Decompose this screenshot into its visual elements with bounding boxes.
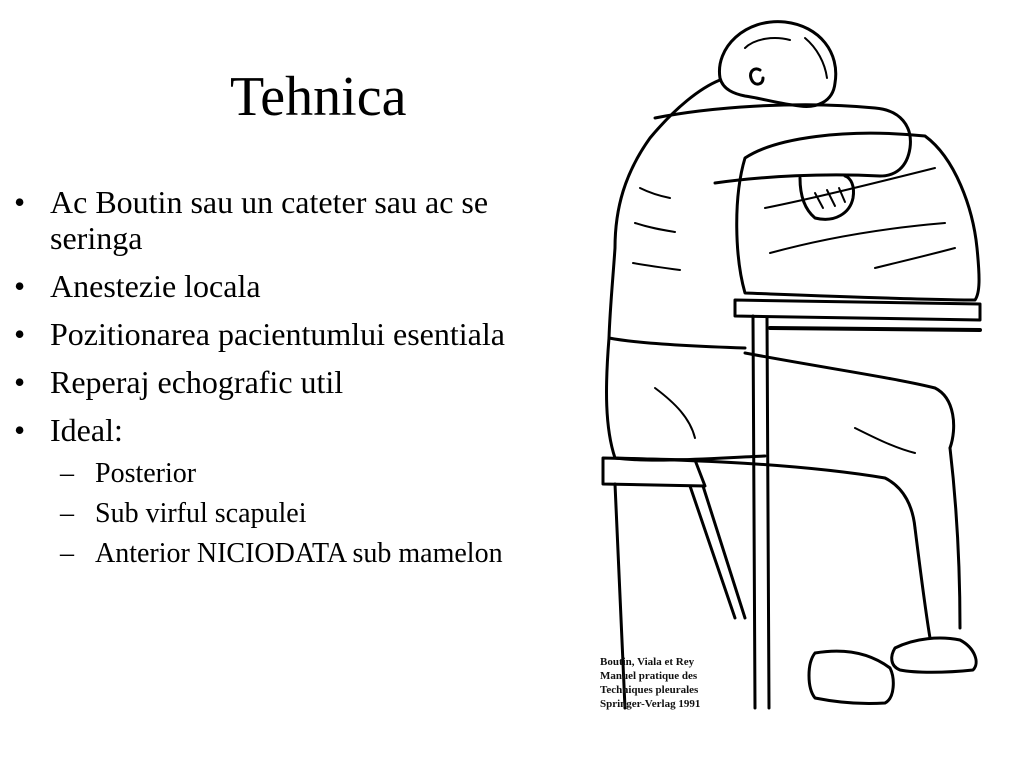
slide-title: Tehnica [230, 66, 407, 128]
sub-bullet-text: Anterior NICIODATA sub mamelon [95, 538, 503, 569]
bullet-item [10, 364, 570, 400]
bullet-text: Ideal: [50, 412, 123, 448]
sub-bullet-text: Sub virful scapulei [95, 498, 307, 529]
sub-bullet-item [50, 538, 570, 570]
caption-line: Boutin, Viala et Rey [600, 656, 695, 668]
patient-leaning-on-table-illustration [595, 8, 995, 738]
dash-icon: – [60, 498, 74, 529]
bullet-list [10, 184, 570, 582]
bullet-item [10, 412, 570, 570]
figure-caption [600, 655, 700, 711]
sub-bullet-text: Posterior [95, 458, 197, 489]
bullet-text: Anestezie locala [50, 268, 261, 304]
bullet-dot-icon: • [14, 184, 26, 220]
bullet-item [10, 184, 570, 256]
bullet-dot-icon: • [14, 316, 26, 352]
sub-bullet-item [50, 498, 570, 530]
bullet-text: Reperaj echografic util [50, 364, 344, 400]
sub-bullet-list [50, 458, 570, 570]
caption-line: Springer-Verlag 1991 [600, 698, 701, 710]
caption-line: Techniques pleurales [600, 684, 699, 696]
dash-icon: – [60, 458, 74, 489]
bullet-dot-icon: • [14, 268, 26, 304]
bullet-text: Pozitionarea pacientumlui esentiala [50, 316, 505, 352]
dash-icon: – [60, 538, 74, 569]
sub-bullet-item [50, 458, 570, 490]
bullet-item [10, 268, 570, 304]
bullet-item [10, 316, 570, 352]
bullet-dot-icon: • [14, 412, 26, 448]
bullet-dot-icon: • [14, 364, 26, 400]
caption-line: Manuel pratique des [600, 670, 698, 682]
bullet-text: Ac Boutin sau un cateter sau ac se seringa [50, 184, 489, 256]
